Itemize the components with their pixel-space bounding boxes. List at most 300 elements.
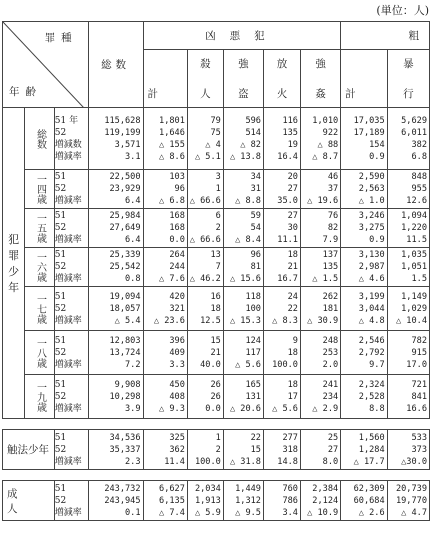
cell-value: 96 <box>174 184 185 194</box>
cell-value: △ 30.9 <box>307 315 339 326</box>
data-cell <box>143 209 187 248</box>
sublabel: 増減率 <box>54 196 82 206</box>
data-cell <box>187 430 223 470</box>
data-cell <box>223 375 263 419</box>
cell-value: 6.8 <box>411 151 427 162</box>
corner-header <box>3 22 89 108</box>
data-cell <box>88 287 143 331</box>
cell-value: 2,124 <box>312 495 339 506</box>
row-label <box>25 170 55 209</box>
sublabel: 51 <box>54 291 67 302</box>
cell-value: 21 <box>287 262 298 272</box>
cell-value: 1,801 <box>159 115 185 126</box>
cell-value: 17,035 <box>353 115 385 126</box>
column-header <box>223 50 263 108</box>
cell-value: 17,189 <box>353 127 385 138</box>
cell-value: 1,312 <box>235 495 261 506</box>
cell-value: 6.4 <box>125 235 141 245</box>
cell-value: 26 <box>210 391 221 402</box>
cell-value: 3 <box>215 172 221 182</box>
cell-value: 915 <box>411 347 427 358</box>
column-header <box>387 50 429 108</box>
cell-value: △ 23.6 <box>153 315 185 326</box>
cell-value: 25,339 <box>109 250 141 260</box>
group-label-char: 犯 <box>8 233 20 246</box>
cell-value: 2,546 <box>358 335 385 346</box>
data-cell <box>300 481 340 521</box>
cell-value: 1,051 <box>401 262 427 272</box>
column-header-char: 強 <box>315 58 326 70</box>
cell-value: 137 <box>322 250 339 260</box>
cell-value: 241 <box>322 379 339 390</box>
cell-value: 13 <box>210 250 221 260</box>
data-cell <box>300 331 340 375</box>
cell-value: 40.0 <box>200 359 221 370</box>
cell-value: 19,770 <box>395 495 427 506</box>
cell-value: 1,560 <box>358 432 385 443</box>
cell-value: △ 88 <box>317 139 339 150</box>
table-row <box>3 331 430 375</box>
cell-value: △ 4 <box>205 139 221 150</box>
data-cell <box>143 375 187 419</box>
cell-value: △ 5.6 <box>235 359 261 370</box>
sublabel: 増減率 <box>54 456 82 467</box>
cell-value: 100.0 <box>194 456 221 467</box>
cell-value: 15 <box>210 335 221 346</box>
cell-value: 1,449 <box>235 483 261 494</box>
data-cell <box>263 481 300 521</box>
data-cell <box>387 209 429 248</box>
cell-value: 1,035 <box>401 250 427 260</box>
cell-value: 955 <box>411 184 427 194</box>
row-sublabels <box>54 375 88 419</box>
cell-value: △ 9.5 <box>235 507 261 518</box>
cell-value: 0.9 <box>369 151 385 162</box>
cell-value: 25,542 <box>109 262 141 272</box>
sublabel: 52 <box>54 127 67 138</box>
cell-value: △ 2.6 <box>358 507 385 518</box>
cell-value: 3.9 <box>125 403 141 414</box>
cell-value: 75 <box>210 127 221 138</box>
data-cell <box>143 430 187 470</box>
data-cell <box>341 248 387 287</box>
cell-value: 18 <box>287 250 298 260</box>
data-cell <box>341 209 387 248</box>
row-label <box>25 248 55 287</box>
cell-value: △30.0 <box>401 456 427 467</box>
column-header <box>300 50 340 108</box>
sublabel: 増減率 <box>54 315 82 326</box>
cell-value: 8.8 <box>369 403 385 414</box>
cell-value: 24 <box>287 291 298 302</box>
cell-value: 382 <box>411 139 427 150</box>
data-cell <box>143 170 187 209</box>
column-header <box>263 50 300 108</box>
cell-value: 7.2 <box>125 359 141 370</box>
row-label: 成人 <box>3 481 55 521</box>
table-row <box>3 209 430 248</box>
cell-value: △ 13.8 <box>229 151 261 162</box>
cell-value: 721 <box>411 379 427 390</box>
cell-value: △ 19.6 <box>307 196 339 206</box>
cell-value: 19,094 <box>109 291 141 302</box>
cell-value: 165 <box>245 379 261 390</box>
data-cell <box>263 248 300 287</box>
cell-value: 9,908 <box>114 379 141 390</box>
data-cell <box>387 248 429 287</box>
cell-value: 18,057 <box>109 303 141 314</box>
cell-value: 760 <box>282 483 298 494</box>
column-header-char: 姦 <box>315 88 326 100</box>
cell-value: △ 10.9 <box>307 507 339 518</box>
column-header-char: 行 <box>403 88 414 100</box>
row-label <box>25 287 55 331</box>
cell-value: 19 <box>287 139 298 150</box>
cell-value: 6,627 <box>159 483 185 494</box>
cell-value: 81 <box>250 262 261 272</box>
data-cell <box>223 209 263 248</box>
column-header <box>341 50 387 108</box>
cell-value: 60,684 <box>353 495 385 506</box>
cell-value: 2,590 <box>358 172 385 182</box>
unit-label: (単位：人) <box>376 4 429 17</box>
data-cell <box>187 248 223 287</box>
column-header <box>187 50 223 108</box>
data-cell <box>143 108 187 170</box>
cell-value: 1,029 <box>401 303 427 314</box>
column-header-char: 盗 <box>238 88 249 100</box>
group-label-char: 年 <box>8 281 20 294</box>
cell-value: △ 7.4 <box>159 507 185 518</box>
data-cell <box>223 248 263 287</box>
cell-value: 782 <box>411 335 427 346</box>
data-cell <box>300 375 340 419</box>
cell-value: △ 2.9 <box>312 403 339 414</box>
cell-value: 2.3 <box>125 456 141 467</box>
cell-value: 27 <box>327 444 339 455</box>
table-row <box>3 430 430 470</box>
cell-value: 22 <box>250 432 261 443</box>
data-cell <box>300 209 340 248</box>
row-label-text: 一八歳 <box>34 337 46 368</box>
cell-value: 7 <box>215 262 221 272</box>
cell-value: 168 <box>169 211 185 221</box>
cell-value: 27 <box>287 184 298 194</box>
cell-value: △ 9.3 <box>159 403 185 414</box>
cell-value: 25,984 <box>109 211 141 221</box>
cell-value: 6,135 <box>159 495 185 506</box>
cell-value: 362 <box>169 444 185 455</box>
cell-value: △ 15.3 <box>229 315 261 326</box>
data-cell <box>263 430 300 470</box>
cell-value: △ 4.6 <box>358 274 385 284</box>
data-cell <box>341 287 387 331</box>
data-cell <box>223 430 263 470</box>
cell-value: 243,732 <box>104 483 141 494</box>
group-label-char: 少 <box>8 265 20 278</box>
data-cell <box>223 331 263 375</box>
column-header <box>143 50 187 108</box>
cell-value: 34 <box>250 172 261 182</box>
sublabel: 52 <box>54 223 67 233</box>
column-header-char: 火 <box>276 88 288 100</box>
cell-value: 54 <box>250 223 261 233</box>
row-label <box>25 108 55 170</box>
cell-value: 2,034 <box>194 483 221 494</box>
cell-value: 18 <box>287 347 298 358</box>
data-cell <box>387 375 429 419</box>
data-cell <box>387 481 429 521</box>
cell-value: △ 7.6 <box>159 274 185 284</box>
data-cell <box>341 481 387 521</box>
cell-value: 262 <box>322 291 339 302</box>
cell-value: 0.0 <box>205 403 221 414</box>
cell-value: 1.5 <box>411 274 427 284</box>
cell-value: 118 <box>245 291 261 302</box>
group-label-char: 罪 <box>8 249 20 262</box>
cell-value: 10,298 <box>109 391 141 402</box>
data-cell <box>88 430 143 470</box>
cell-value: 1,149 <box>401 291 427 302</box>
row-sublabels <box>54 331 88 375</box>
column-header-char: 暴 <box>403 58 414 70</box>
cell-value: 2 <box>215 223 221 233</box>
data-cell <box>223 287 263 331</box>
cell-value: 27 <box>287 211 298 221</box>
cell-value: △ 20.6 <box>229 403 261 414</box>
cell-value: 30 <box>287 223 298 233</box>
row-label <box>25 331 55 375</box>
cell-value: 848 <box>411 172 427 182</box>
cell-value: △ 6.8 <box>159 196 185 206</box>
data-cell <box>187 209 223 248</box>
cell-value: 318 <box>282 444 298 455</box>
cell-value: 16.4 <box>277 151 298 162</box>
cell-value: 922 <box>322 127 339 138</box>
cell-value: 103 <box>169 172 185 182</box>
cell-value: 420 <box>169 291 185 302</box>
cell-value: △ 8.3 <box>272 315 298 326</box>
cell-value: 450 <box>169 379 185 390</box>
cell-value: 27,649 <box>109 223 141 233</box>
cell-value: △ 15.6 <box>229 274 261 284</box>
cell-value: 181 <box>322 303 339 314</box>
cell-value: 3,246 <box>358 211 385 221</box>
cell-value: 3,199 <box>358 291 385 302</box>
row-label-text: 一七歳 <box>34 293 46 324</box>
table-row <box>3 287 430 331</box>
data-cell <box>187 375 223 419</box>
cell-value: 76 <box>327 211 339 221</box>
cell-value: 3,130 <box>358 250 385 260</box>
cell-value: 12.6 <box>406 196 427 206</box>
data-cell <box>143 248 187 287</box>
cell-value: 2.0 <box>322 359 339 370</box>
separator <box>3 470 430 481</box>
cell-value: 243,945 <box>104 495 141 506</box>
cell-value: 1 <box>215 432 221 443</box>
cell-value: △ 5.6 <box>272 403 298 414</box>
cell-value: 35.0 <box>277 196 298 206</box>
cell-value: 1,010 <box>312 115 339 126</box>
data-cell <box>341 375 387 419</box>
data-cell <box>341 170 387 209</box>
cell-value: 1,094 <box>401 211 427 221</box>
data-cell <box>341 331 387 375</box>
cell-value: 16 <box>210 291 221 302</box>
data-cell <box>263 375 300 419</box>
data-cell <box>263 170 300 209</box>
cell-value: 408 <box>169 391 185 402</box>
sublabel: 増減率 <box>54 507 82 518</box>
cell-value: 325 <box>169 432 185 443</box>
cell-value: △ 46.2 <box>189 274 221 284</box>
sublabel: 52 <box>54 391 67 402</box>
cell-value: △ 4.8 <box>358 315 385 326</box>
column-header-char: 放 <box>276 58 288 70</box>
cell-value: 79 <box>210 115 221 126</box>
data-cell <box>143 287 187 331</box>
sublabel: 51 <box>54 432 67 443</box>
data-cell <box>187 108 223 170</box>
cell-value: 596 <box>245 115 261 126</box>
cell-value: 2,987 <box>358 262 385 272</box>
cell-value: 13,724 <box>109 347 141 358</box>
data-cell <box>143 481 187 521</box>
data-cell <box>300 430 340 470</box>
cell-value: 135 <box>282 127 298 138</box>
cell-value: 35,337 <box>109 444 141 455</box>
cell-value: △ 155 <box>159 139 185 150</box>
cell-value: 23,929 <box>109 184 141 194</box>
cell-value: 409 <box>169 347 185 358</box>
cell-value: 2,324 <box>358 379 385 390</box>
cell-value: 154 <box>369 139 385 150</box>
column-header-char: 強 <box>238 58 249 70</box>
cell-value: △ 4.7 <box>401 507 427 518</box>
data-cell <box>88 108 143 170</box>
sublabel: 51 <box>54 335 67 346</box>
cell-value: 135 <box>322 262 339 272</box>
cell-value: 17 <box>287 391 298 402</box>
cell-value: 16.7 <box>277 274 298 284</box>
cell-value: 100.0 <box>272 359 298 370</box>
row-label-text: 一四歳 <box>34 174 46 204</box>
row-label-text: 総数 <box>34 128 46 149</box>
cell-value: 3.1 <box>125 151 141 162</box>
separator <box>3 419 430 430</box>
cell-value: 9.7 <box>369 359 385 370</box>
sublabel: 増減率 <box>54 151 82 162</box>
data-cell <box>223 108 263 170</box>
row-sublabels <box>54 481 88 521</box>
data-cell <box>88 375 143 419</box>
sublabel: 52 <box>54 303 67 314</box>
row-sublabels <box>54 287 88 331</box>
row-sublabels <box>54 209 88 248</box>
cell-value: 3,044 <box>358 303 385 314</box>
cell-value: 8.0 <box>322 456 339 467</box>
data-cell <box>387 430 429 470</box>
sublabel: 52 <box>54 495 67 506</box>
data-cell <box>387 331 429 375</box>
cell-value: △ 8.7 <box>312 151 339 162</box>
age-header: 年齢 <box>9 86 42 98</box>
cell-value: 117 <box>245 347 261 358</box>
table-row <box>3 108 430 170</box>
cell-value: 3,275 <box>358 223 385 233</box>
sublabel: 51 <box>54 483 67 494</box>
table-row <box>3 170 430 209</box>
cell-value: 1,284 <box>358 444 385 455</box>
cell-value: 3.4 <box>282 507 298 518</box>
row-sublabels <box>54 248 88 287</box>
cell-value: 21 <box>210 347 221 358</box>
data-cell <box>263 331 300 375</box>
cell-value: 12,803 <box>109 335 141 346</box>
cell-value: 6.4 <box>125 196 141 206</box>
row-sublabels <box>54 430 88 470</box>
cell-value: 16.6 <box>406 403 427 414</box>
cell-value: 0.8 <box>125 274 141 284</box>
data-cell <box>88 209 143 248</box>
sublabel: 51 年 <box>54 115 79 126</box>
cell-value: 2,528 <box>358 391 385 402</box>
cell-value: 248 <box>322 335 339 346</box>
row-label-text: 一五歳 <box>34 213 46 243</box>
cell-value: 18 <box>287 379 298 390</box>
sublabel: 増減率 <box>54 274 82 284</box>
cell-value: 244 <box>169 262 185 272</box>
cell-value: 22,500 <box>109 172 141 182</box>
cell-value: △ 10.4 <box>395 315 427 326</box>
cell-value: 11.5 <box>406 235 427 245</box>
cell-value: 277 <box>282 432 298 443</box>
data-cell <box>300 287 340 331</box>
data-cell <box>387 170 429 209</box>
sublabel: 52 <box>54 262 67 272</box>
cell-value: 18 <box>210 303 221 314</box>
column-header-label: 計 <box>147 88 159 100</box>
cell-value: 31 <box>250 184 261 194</box>
cell-value: 2,563 <box>358 184 385 194</box>
column-header-char: 人 <box>200 88 211 100</box>
cell-value: 62,309 <box>353 483 385 494</box>
cell-value: 3,571 <box>114 139 141 150</box>
data-cell <box>300 248 340 287</box>
row-sublabels <box>54 108 88 170</box>
table-row <box>3 481 430 521</box>
data-cell <box>223 481 263 521</box>
cell-value: 15 <box>250 444 261 455</box>
cell-value: 116 <box>282 115 298 126</box>
sublabel: 増減率 <box>54 403 82 414</box>
row-label <box>25 209 55 248</box>
data-cell <box>387 287 429 331</box>
cell-value: 11.4 <box>164 456 185 467</box>
sublabel: 52 <box>54 347 67 358</box>
cell-value: 373 <box>411 444 427 455</box>
cell-value: 2,792 <box>358 347 385 358</box>
data-cell <box>263 287 300 331</box>
crime-stats-table <box>2 21 430 521</box>
row-sublabels <box>54 170 88 209</box>
cell-value: 34,536 <box>109 432 141 443</box>
cell-value: 1 <box>215 184 221 194</box>
cell-value: 396 <box>169 335 185 346</box>
violent-header: 凶悪犯 <box>143 22 341 50</box>
cell-value: 7.9 <box>322 235 339 245</box>
